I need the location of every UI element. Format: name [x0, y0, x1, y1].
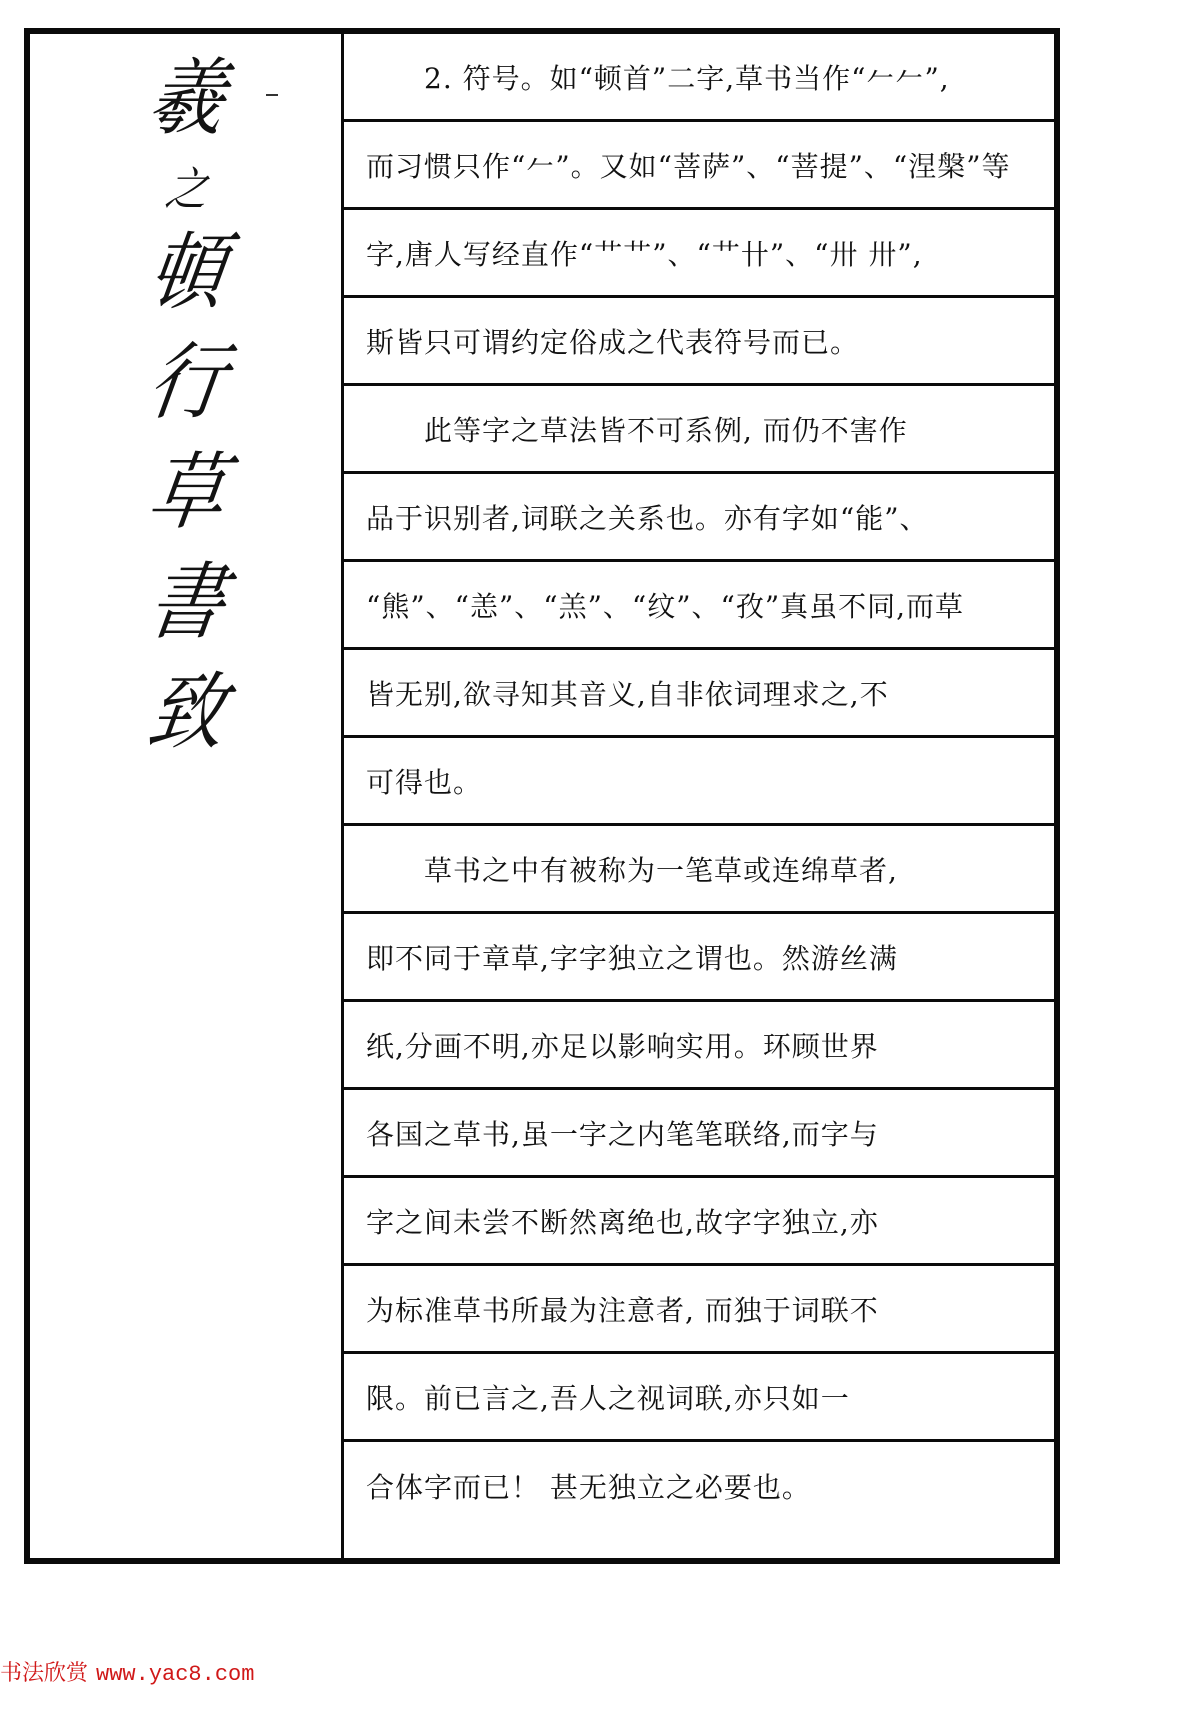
row-text: 即不同于章草,字字独立之谓也。然游丝满: [366, 941, 898, 975]
row-text: 可得也。: [366, 765, 483, 799]
text-row: [344, 914, 1054, 1002]
text-row: [344, 474, 1054, 562]
text-row: [344, 1090, 1054, 1178]
row-text: 品于识别者,词联之关系也。亦有字如“能”、: [366, 501, 929, 535]
row-text: 合体字而已！ 甚无独立之必要也。: [366, 1471, 811, 1504]
row-text: 各国之草书,虽一字之内笔笔联络,而字与: [366, 1117, 879, 1151]
calligraphy-char: 頓: [142, 223, 232, 321]
text-row: [344, 1354, 1054, 1442]
calligraphy-char: 行: [142, 333, 232, 431]
row-text: 此等字之草法皆不可系例, 而仍不害作: [424, 413, 908, 447]
calligraphy-column: [30, 34, 344, 1558]
text-row: [344, 650, 1054, 738]
row-text: 为标准草书所最为注意者, 而独于词联不: [366, 1293, 879, 1327]
row-text: 斯皆只可谓约定俗成之代表符号而已。: [366, 325, 860, 359]
row-text: 而习惯只作“𠂉”。又如“菩萨”、“菩提”、“涅槃”等: [366, 149, 1011, 183]
text-row: [344, 210, 1054, 298]
calligraphy-char: 之: [162, 162, 212, 216]
watermark: [0, 1656, 254, 1687]
watermark-url[interactable]: www.yac8.com: [96, 1662, 255, 1687]
row-text: 2. 符号。如“顿首”二字,草书当作“𠂉𠂉”,: [424, 61, 950, 95]
row-text: 限。前已言之,吾人之视词联,亦只如一: [366, 1381, 850, 1415]
document-page: [24, 28, 1060, 1564]
text-row: [344, 298, 1054, 386]
watermark-label: 书法欣赏: [0, 1661, 89, 1686]
text-row: [344, 386, 1054, 474]
text-row: [344, 1178, 1054, 1266]
text-row: [344, 1002, 1054, 1090]
row-text: 字,唐人写经直作“艹艹”、“艹卄”、“卅 卅”,: [366, 237, 923, 271]
text-row: [344, 34, 1054, 122]
text-row: [344, 1442, 1054, 1530]
row-text: 纸,分画不明,亦足以影响实用。环顾世界: [366, 1029, 879, 1063]
row-text: 皆无别,欲寻知其音义,自非依词理求之,不: [366, 677, 889, 711]
text-row: [344, 1266, 1054, 1354]
text-column: [344, 34, 1054, 1558]
tick-mark: [266, 94, 278, 96]
row-text: 字之间未尝不断然离绝也,故字字独立,亦: [366, 1205, 879, 1239]
row-text: 草书之中有被称为一笔草或连绵草者,: [424, 853, 898, 887]
text-row: [344, 562, 1054, 650]
calligraphy-char: 書: [142, 553, 232, 651]
calligraphy-sample: [122, 49, 252, 780]
text-row: [344, 122, 1054, 210]
calligraphy-char: 羲: [142, 49, 232, 147]
calligraphy-char: 草: [142, 443, 232, 541]
text-row: [344, 738, 1054, 826]
text-row: [344, 826, 1054, 914]
calligraphy-char: 致: [142, 663, 232, 761]
row-text: “熊”、“恙”、“羔”、“纹”、“孜”真虽不同,而草: [366, 589, 965, 623]
